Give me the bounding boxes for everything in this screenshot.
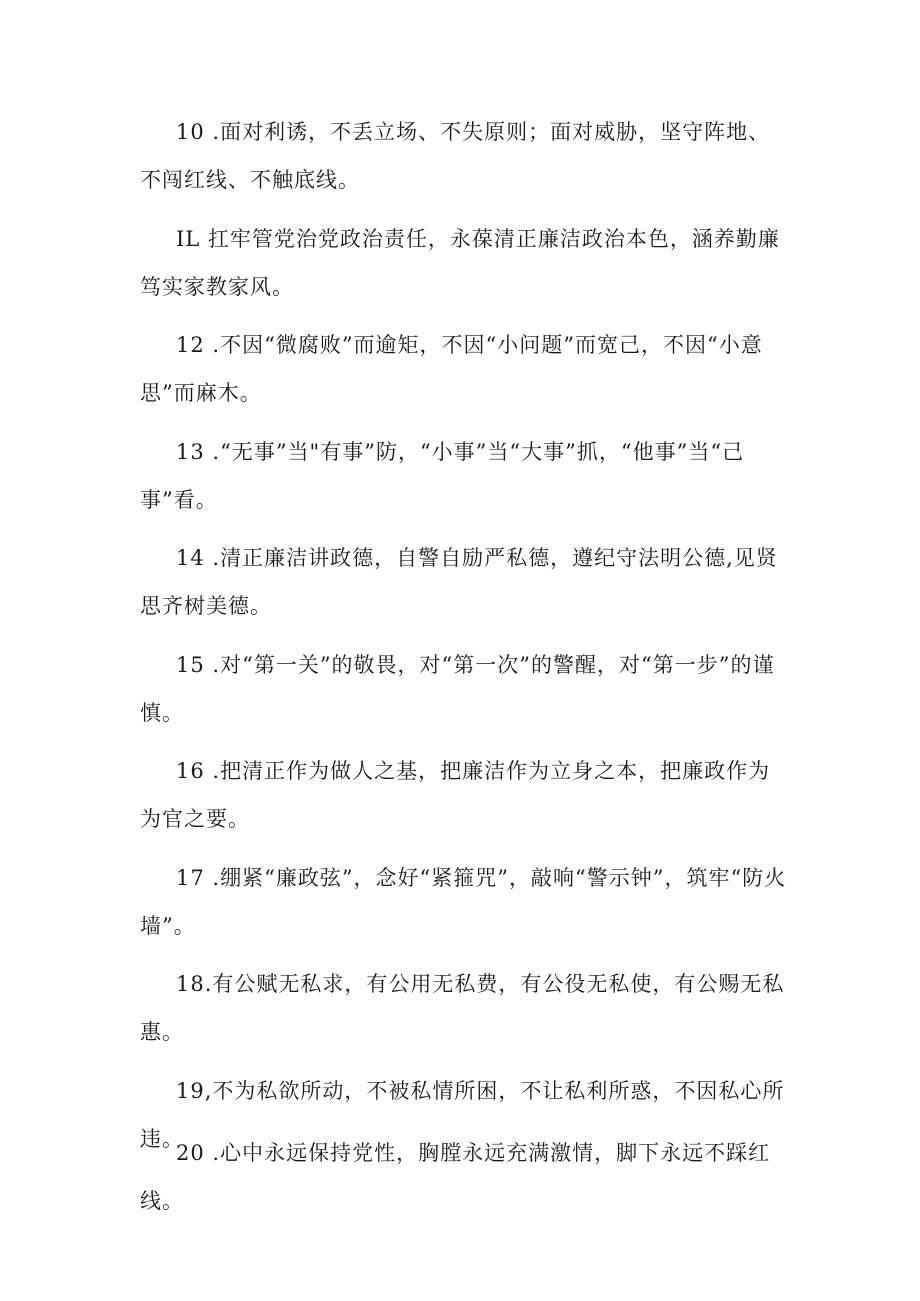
list-item — [140, 108, 790, 204]
list-item — [140, 1129, 790, 1225]
item-number: 14 — [176, 546, 205, 570]
item-number: 13 — [176, 440, 205, 464]
item-number: 18. — [176, 972, 213, 996]
item-number: IL — [176, 227, 201, 251]
item-text: .面对利诱，不丢立场、不失原则；面对威胁，坚守阵地、不闯红线、不触底线。 — [140, 120, 771, 192]
item-text: 有公赋无私求，有公用无私费，有公役无私使，有公赐无私惠。 — [140, 972, 785, 1044]
list-item — [140, 534, 790, 630]
item-number: 10 — [176, 120, 205, 144]
item-number: 19, — [176, 1079, 213, 1103]
item-number: 20 — [176, 1141, 205, 1165]
item-number: 15 — [176, 653, 205, 677]
item-text: .对“第一关”的敬畏，对“第一次”的警醒，对“第一步”的谨慎。 — [140, 653, 775, 725]
list-item — [140, 854, 790, 950]
list-item — [140, 960, 790, 1056]
list-item — [140, 747, 790, 843]
item-number: 17 — [176, 866, 205, 890]
list-item — [140, 215, 790, 311]
item-text: 扛牢管党治党政治责任，永葆清正廉洁政治本色，涵养勤廉笃实家教家风。 — [140, 227, 780, 299]
item-text: .把清正作为做人之基，把廉洁作为立身之本，把廉政作为为官之要。 — [140, 759, 771, 831]
list-item — [140, 321, 790, 417]
item-text: .“无事”当"有事”防，“小事”当“大事”抓，“他事”当“己事”看。 — [140, 440, 745, 512]
item-number: 12 — [176, 333, 205, 357]
item-text: .清正廉洁讲政德，自警自励严私德，遵纪守法明公德,见贤思齐树美德。 — [140, 546, 778, 618]
item-number: 16 — [176, 759, 205, 783]
list-item — [140, 641, 790, 737]
item-text: .心中永远保持党性，胸膛永远充满激情，脚下永远不踩红线。 — [140, 1141, 771, 1213]
item-text: .不因“微腐败”而逾矩，不因“小问题”而宽己，不因“小意思”而麻木。 — [140, 333, 763, 405]
item-text: .绷紧“廉政弦”，念好“紧箍咒”，敲响“警示钟”，筑牢“防火墙”。 — [140, 866, 787, 938]
item-text: 不为私欲所动，不被私情所困，不让私利所惑，不因私心所违。 — [140, 1079, 785, 1151]
list-item — [140, 428, 790, 524]
